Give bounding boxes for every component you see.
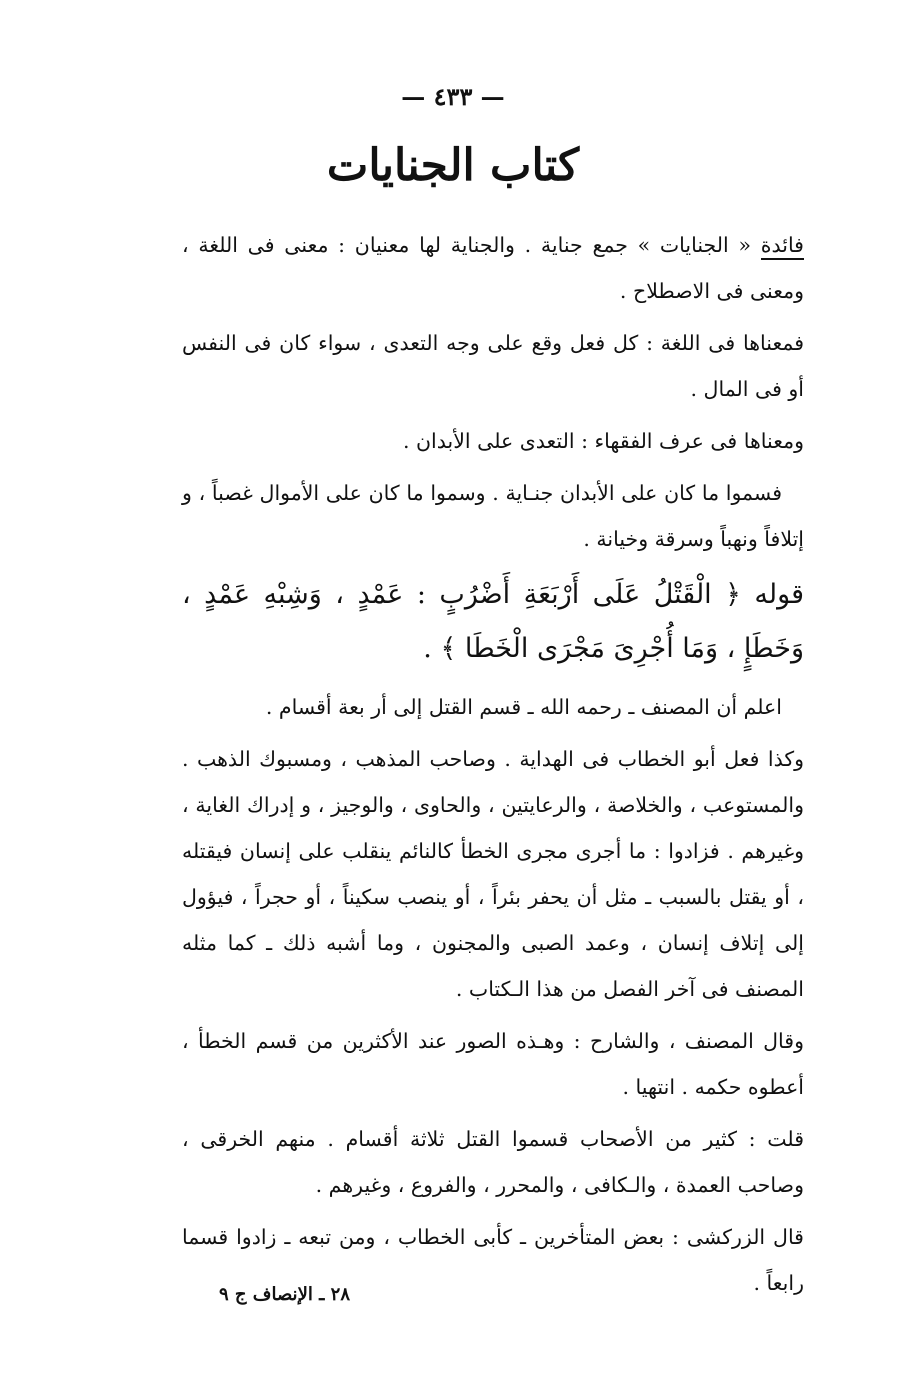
footer-signature-mark: ٢٨ ـ الإنصاف ج ٩ [218,1284,350,1305]
paragraph-text: وكذا فعل أبو الخطاب فى الهداية . وصاحب المذهب ، ومسبوك الذهب . والمستوعب ، والخلاصة ، والرعايتين ، والحاوى ، والوجيز ، و إدراك الغاية ، وغيرهم . فزادوا : ما أجرى مجرى الخطأ كالنائم ينقلب على إنسان فيقتله ، أو يقتل بالسبب ـ مثل أن يحفر بئراً ، أو ينصب سكيناً ، أو حجراً ، فيؤول إلى إتلاف إنسان ، وعمد الصبى والمجنون ، وما أشبه ذلك ـ كما مثله المصنف فى آخر الفصل من هذا الـكتاب . [182,747,804,1001]
paragraph-text: « الجنايات » جمع جناية . والجناية لها معنيان : معنى فى اللغة ، ومعنى فى الاصطلاح . [182,233,804,303]
page-number: — ٤٣٣ — [401,82,505,111]
paragraph-text: قال الزركشى : بعض المتأخرين ـ كأبى الخطاب ، ومن تبعه ـ زادوا قسما رابعاً . [182,1225,804,1295]
paragraph-text: فسموا ما كان على الأبدان جنـاية . وسموا ما كان على الأموال غصباً ، و إتلافاً ونهباً وسرقة وخيانة . [182,481,804,551]
paragraph-linguistic-meaning [182,320,804,412]
paragraph-matn-quote [182,568,804,676]
paragraph-text: قلت : كثير من الأصحاب قسموا القتل ثلاثة أقسام . منهم الخرقى ، وصاحب العمدة ، والـكافى ، والمحرر ، والفروع ، وغيرهم . [182,1127,804,1197]
paragraph-text: اعلم أن المصنف ـ رحمه الله ـ قسم القتل إلى أر بعة أقسام . [265,695,782,719]
paragraph-jurist-meaning [182,418,804,464]
faidah-lead-word: فائدة [761,233,804,260]
paragraph-text: فمعناها فى اللغة : كل فعل وقع على وجه التعدى ، سواء كان فى النفس أو فى المال . [182,331,804,401]
paragraph-three-categories [182,1116,804,1208]
paragraph-abu-al-khattab [182,736,804,1012]
chapter-title: كتاب الجنايات [326,140,580,191]
paragraph-text: قوله ﴿ الْقَتْلُ عَلَى أَرْبَعَةِ أَضْرُبٍ : عَمْدٍ ، وَشِبْهِ عَمْدٍ ، وَخَطَإٍ ، وَمَا أُجْرِىَ مَجْرَى الْخَطَا ﴾ . [182,579,804,664]
paragraph-four-categories [182,684,804,730]
paragraph-faidah [182,222,804,314]
paragraph-sharih [182,1018,804,1110]
paragraph-naming [182,470,804,562]
paragraph-text: وقال المصنف ، والشارح : وهـذه الصور عند الأكثرين من قسم الخطأ ، أعطوه حكمه . انتهيا . [182,1029,804,1099]
paragraph-text: ومعناها فى عرف الفقهاء : التعدى على الأبدان . [402,429,804,453]
body-text [182,222,804,1312]
